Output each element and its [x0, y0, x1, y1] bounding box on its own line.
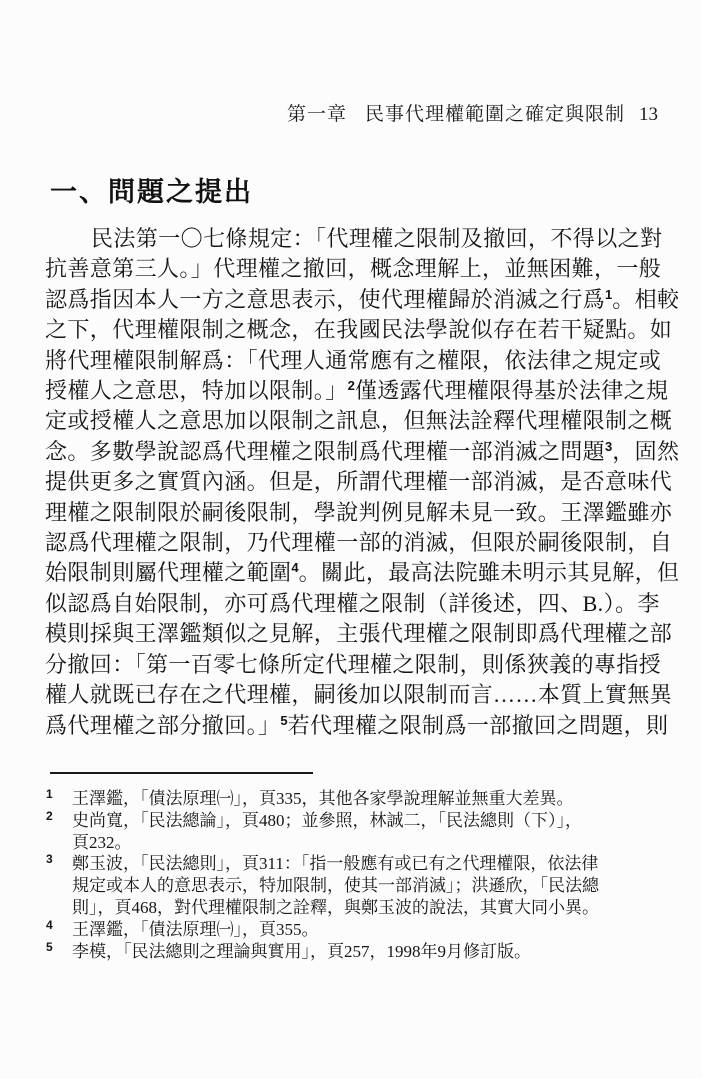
footnote-line: 頁232。: [72, 832, 132, 852]
chapter-label: 第一章: [286, 104, 347, 125]
chapter-title: 民事代理權範圍之確定與限制: [364, 104, 625, 125]
body-line: 定或授權人之意思加以限制之訊息，但無法詮釋代理權限制之概: [45, 408, 673, 434]
body-line: 模則採與王澤鑑類似之見解，主張代理權之限制即爲代理權之部: [45, 621, 673, 647]
body-line: 提供更多之實質內涵。但是，所謂代理權一部消滅，是否意味代: [45, 469, 673, 495]
footnote-item: [46, 941, 671, 963]
body-line: 爲代理權之部分撤回。」$^5$若代理權之限制爲一部撤回之問題，則: [45, 712, 669, 738]
body-line: 授權人之意思，特加以限制。」$^2$僅透露代理權限得基於法律之規: [45, 378, 669, 404]
section-title: 一、問題之提出: [50, 177, 253, 207]
footnote-item: [46, 810, 671, 854]
footnotes: [46, 788, 671, 962]
body-line: 始限制則屬代理權之範圍$^4$。關此，最高法院雖未明示其見解，但: [45, 560, 680, 586]
footnote-number: 2: [46, 808, 53, 823]
footnote-line: 鄭玉波，「民法總則」，頁311：「指一般應有或已有之代理權限，依法律: [72, 854, 599, 874]
footnote-number: 1: [46, 787, 53, 801]
footnote-ref: 4: [291, 560, 299, 576]
footnote-line: 王澤鑑，「債法原理㈠」，頁355。: [72, 919, 319, 939]
body-line: 念。多數學說認爲代理權之限制爲代理權一部消滅之問題$^3$，固然: [45, 438, 680, 464]
body-line: 民法第一〇七條規定：「代理權之限制及撤回，不得以之對: [91, 226, 663, 251]
footnote-ref: 3: [605, 438, 613, 454]
footnote-text: [72, 810, 671, 854]
body-line: 認爲指因本人一方之意思表示，使代理權歸於消滅之行爲$^1$。相較: [45, 286, 680, 312]
body-line: 認爲代理權之限制，乃代理權一部的消滅，但限於嗣後限制，自: [45, 530, 673, 556]
footnote-item: [46, 788, 671, 810]
running-header: [287, 99, 658, 126]
footnote-text: [72, 941, 671, 963]
body-line: 分撤回：「第一百零七條所定代理權之限制，則係狹義的專指授: [45, 651, 662, 677]
footnote-ref: 1: [605, 286, 613, 302]
footnote-item: [46, 919, 671, 941]
footnote-ref: 5: [280, 712, 288, 728]
footnote-line: 李模，「民法總則之理論與實用」，頁257，1998年9月修訂版。: [72, 941, 531, 961]
body-line: 理權之限制限於嗣後限制，學說判例見解未見一致。王澤鑑雖亦: [45, 499, 673, 525]
footnote-line: 史尚寬，「民法總論」，頁480；並參照，林誠二，「民法總則（下）」，: [72, 810, 582, 830]
footnote-ref: 2: [347, 378, 355, 394]
footnote-number: 4: [46, 917, 53, 932]
body-line: 之下，代理權限制之概念，在我國民法學說似存在若干疑點。如: [45, 317, 673, 343]
body-line: 權人就既已存在之代理權，嗣後加以限制而言……本質上實無異: [45, 682, 673, 708]
footnote-separator: [50, 772, 313, 774]
footnote-line: 王澤鑑，「債法原理㈠」，頁335，其他各家學說理解並無重大差異。: [72, 789, 574, 808]
page-number: 13: [639, 104, 658, 125]
footnote-number: 5: [46, 939, 53, 954]
footnote-line: 規定或本人的意思表示，特加限制，使其一部消滅」；洪遜欣，「民法總: [72, 876, 599, 896]
footnote-text: [72, 853, 671, 918]
footnote-text: [72, 919, 671, 941]
footnote-item: [46, 853, 671, 918]
body-text: [45, 224, 680, 741]
body-line: 似認爲自始限制，亦可爲代理權之限制（詳後述，四、B.）。李: [45, 590, 660, 616]
footnote-text: [72, 788, 671, 810]
body-line: 將代理權限制解爲：「代理人通常應有之權限，依法律之規定或: [45, 347, 662, 373]
footnote-line: 則」，頁468，對代理權限制之詮釋，與鄭玉波的說法，其實大同小異。: [72, 897, 599, 917]
body-line: 抗善意第三人。」代理權之撤回，概念理解上，並無困難，一般: [45, 256, 662, 282]
footnote-number: 3: [46, 852, 53, 867]
